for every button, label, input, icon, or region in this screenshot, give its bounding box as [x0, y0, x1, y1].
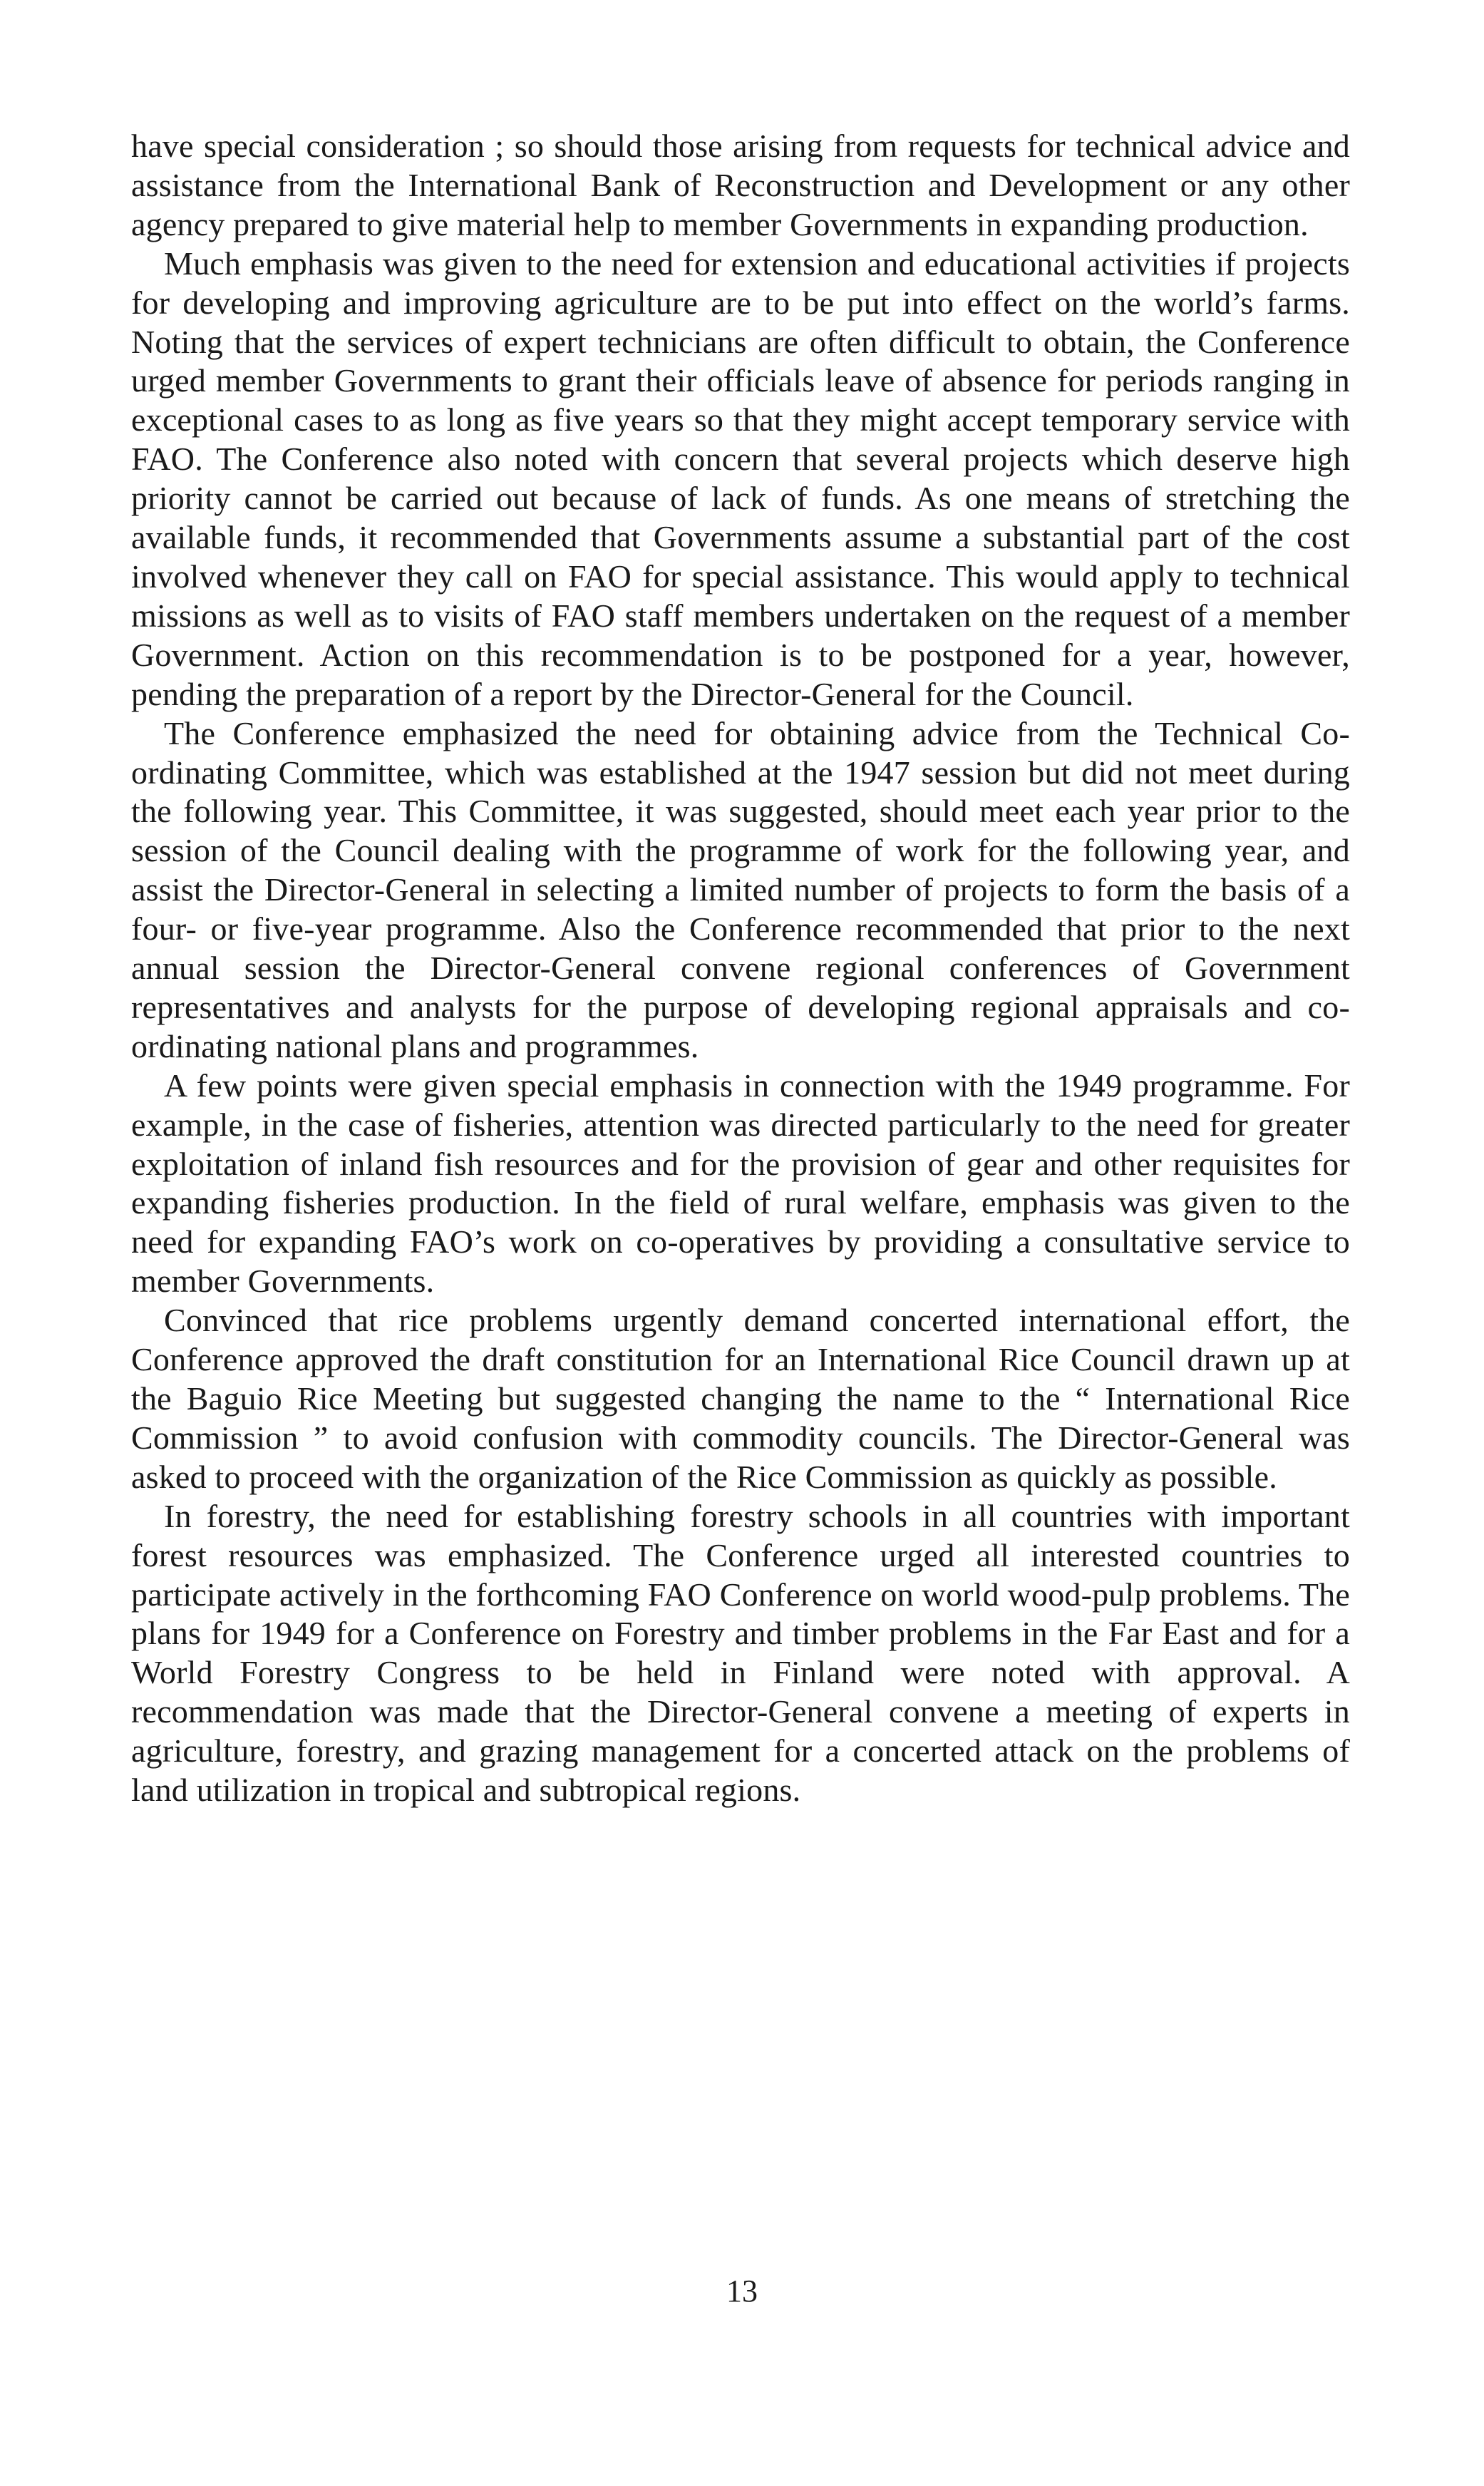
paragraph-1: have special consideration ; so should those arising from requests for technical advice and assistance from the International Bank of Reconstruction and Development or any other agency prepared to give material help to member Governments in expanding production.	[131, 128, 1350, 242]
paragraph-2: Much emphasis was given to the need for extension and educational activities if projects for developing and improving agriculture are to be put into effect on the world’s farms. Noting that the services of expert technicians are often difficult to obtain, the Conference urged member Governments to grant their officials leave of absence for periods ranging in exceptional cases to as long as five years so that they might accept temporary service with FAO. The Conference also noted with concern that several projects which deserve high priority cannot be carried out because of lack of funds. As one means of stretching the available funds, it recommended that Governments assume a substantial part of the cost involved whenever they call on FAO for special assistance. This would apply to technical missions as well as to visits of FAO staff members undertaken on the request of a member Government. Action on this recommendation is to be postponed for a year, however, pending the preparation of a report by the Director-General for the Council.	[131, 245, 1350, 712]
page-number: 13	[726, 2274, 758, 2308]
paragraph-4: A few points were given special emphasis in connection with the 1949 programme. For example, in the case of fisheries, attention was directed particularly to the need for greater exploitation of inland fish resources and for the provision of gear and other requisites for expanding fisheries production. In the field of rural welfare, emphasis was given to the need for expanding FAO’s work on co-operatives by providing a consultative service to member Governments.	[131, 1067, 1350, 1300]
paragraph-5: Convinced that rice problems urgently demand concerted international effort, the Conference approved the draft constitution for an International Rice Council drawn up at the Baguio Rice Meeting but suggested changing the name to the “ International Rice Commission ” to avoid confusion with commodity councils. The Director-General was asked to proceed with the organization of the Rice Commission as quickly as possible.	[131, 1302, 1350, 1495]
paragraph-3: The Conference emphasized the need for obtaining advice from the Technical Co-ordinating Committee, which was established at the 1947 session but did not meet during the following year. This Committee, it was suggested, should meet each year prior to the session of the Council dealing with the programme of work for the following year, and assist the Director-General in selecting a limited number of projects to form the basis of a four- or five-year programme. Also the Conference recommended that prior to the next annual session the Director-General convene regional conferences of Government representatives and analysts for the purpose of developing regional appraisals and co-ordinating national plans and programmes.	[131, 714, 1350, 1064]
document-page	[131, 127, 1350, 1810]
paragraph-6: In forestry, the need for establishing forestry schools in all countries with important forest resources was emphasized. The Conference urged all interested countries to participate actively in the forthcoming FAO Conference on world wood-pulp problems. The plans for 1949 for a Conference on Forestry and timber problems in the Far East and for a World Forestry Congress to be held in Finland were noted with approval. A recommendation was made that the Director-General convene a meeting of experts in agriculture, forestry, and grazing management for a concerted attack on the problems of land utilization in tropical and subtropical regions.	[131, 1497, 1350, 1809]
